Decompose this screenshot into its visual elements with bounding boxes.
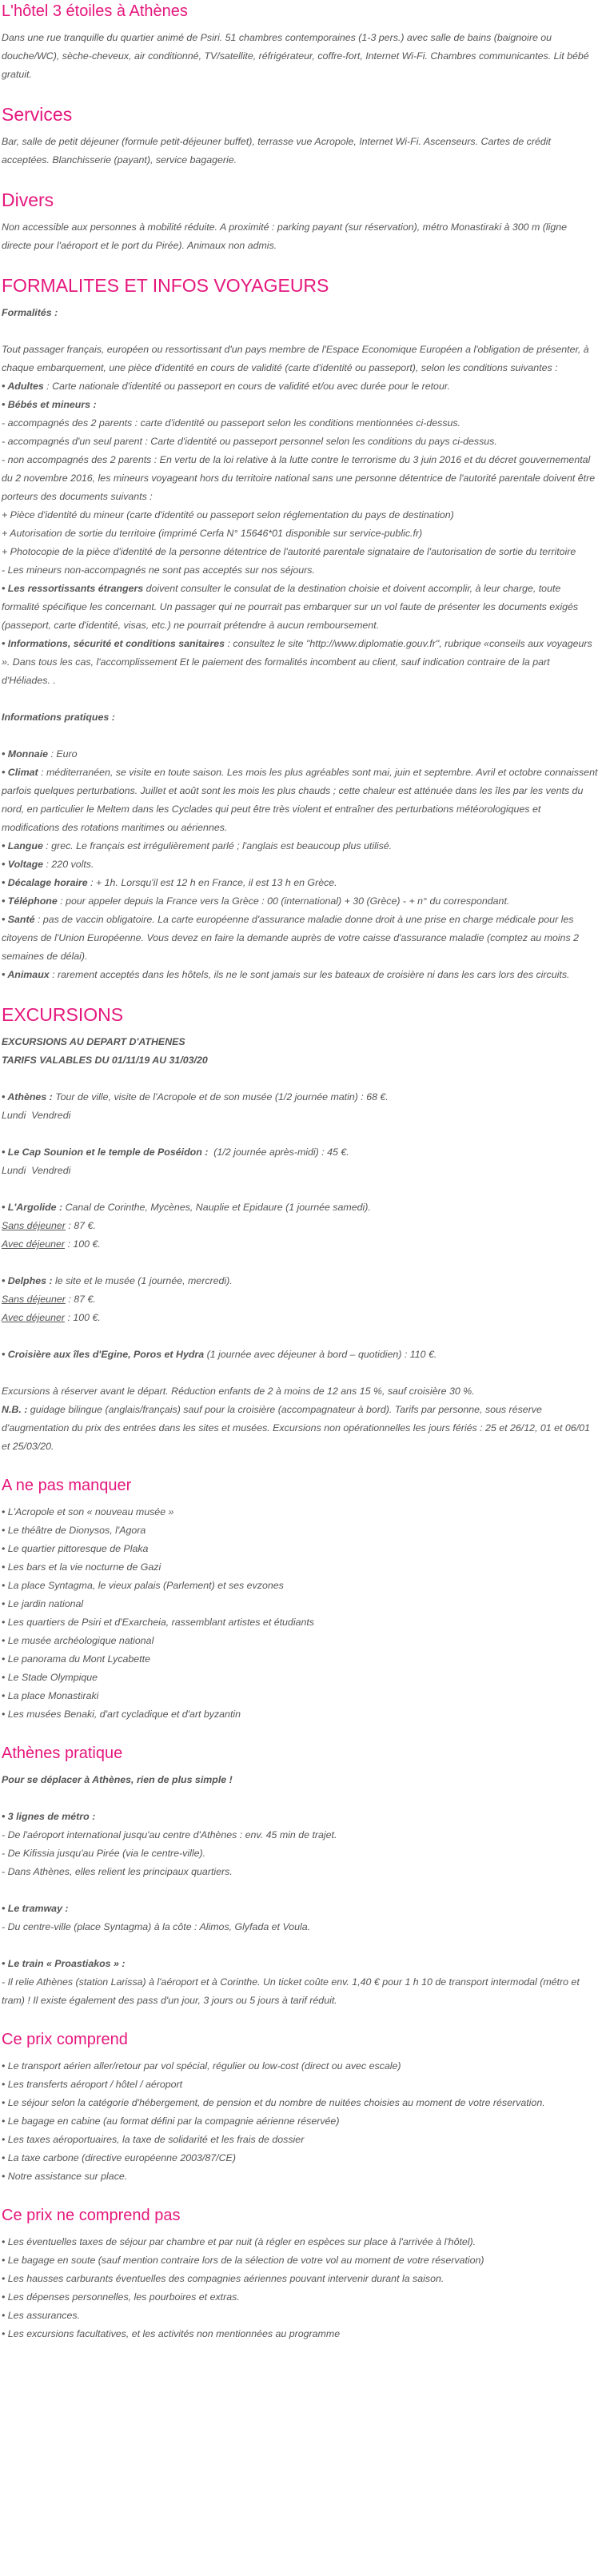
info-langue: • Langue : grec. Le français est irrégulièrement parlé ; l'anglais est beaucoup plus utilisé. xyxy=(2,840,393,851)
mineurs-line: + Autorisation de sortie du territoire (imprimé Cerfa N° 15646*01 disponible sur service-public.fr) xyxy=(2,528,423,539)
list-item: • Le quartier pittoresque de Plaka xyxy=(2,1543,149,1554)
list-item: • La place Syntagma, le vieux palais (Parlement) et ses evzones xyxy=(2,1580,284,1591)
list-item: • Les dépenses personnelles, les pourboires et extras. xyxy=(2,2291,240,2303)
list-item: • Les taxes aéroportuaires, la taxe de solidarité et les frais de dossier xyxy=(2,2134,305,2145)
mineurs-line: - accompagnés des 2 parents : carte d'identité ou passeport selon les conditions mentionnées ci-dessus. xyxy=(2,417,461,429)
list-item: • Les quartiers de Psiri et d'Exarcheia, rassemblant artistes et étudiants xyxy=(2,1617,315,1628)
list-item: • Les musées Benaki, d'art cycladique et d'art byzantin xyxy=(2,1709,241,1720)
formalites-ressortissants: • Les ressortissants étrangers doivent consulter le consulat de la destination choisie et doivent accomplir, à leur charge, toute formalité spécifique les concernant. Un passager qui ne pourrait pas embarquer sur un vol faute de présenter les documents exigés (passeport, carte d'identité, visas, etc.) ne pourrait prétendre à aucun remboursement. xyxy=(2,583,579,631)
formalites-label: Formalités : xyxy=(2,307,58,318)
list-item: • Les excursions facultatives, et les activités non mentionnées au programme xyxy=(2,2328,341,2339)
pratique-metro-label: • 3 lignes de métro : xyxy=(2,1811,96,1822)
list-item: • Le panorama du Mont Lycabette xyxy=(2,1653,150,1665)
formalites-adultes: • Adultes : Carte nationale d'identité ou passeport en cours de validité et/ou avec durée pour le retour. xyxy=(2,381,450,392)
list-item: • Les éventuelles taxes de séjour par chambre et par nuit (à régler en espèces sur place à l'arrivée à l'hôtel). xyxy=(2,2236,476,2247)
info-climat: • Climat : méditerranéen, se visite en toute saison. Les mois les plus agréables sont mai, juin et septembre. Avril et octobre connaissent parfois quelques perturbations. Juillet et août sont les mois les plus chauds ; cette chaleur est atténuée dans les îles par les vents du nord, en particulier le Meltem dans les Cyclades qui peut être très violent et entraîner des perturbations météorologiques et modifications des rotations maritimes ou aériennes. xyxy=(2,767,598,833)
excursions-subtitle-1: EXCURSIONS AU DEPART D'ATHENES xyxy=(2,1036,185,1047)
list-item: • Les transferts aéroport / hôtel / aéroport xyxy=(2,2079,183,2090)
pratique-tramway-label: • Le tramway : xyxy=(2,1903,69,1914)
info-sante: • Santé : pas de vaccin obligatoire. La carte européenne d'assurance maladie donne droit à une prise en charge médicale pour les citoyens de l'Union Européenne. Vous devez en faire la demande auprès de votre caisse d'assurance maladie (comptez au moins 2 semaines de délai). xyxy=(2,914,579,962)
informations-label: Informations pratiques : xyxy=(2,712,115,723)
list-item: • Le séjour selon la catégorie d'hébergement, de pension et du nombre de nuitées choisies au moment de votre réservation. xyxy=(2,2097,545,2108)
ne-comprend-list xyxy=(2,2233,598,2343)
list-item: • Notre assistance sur place. xyxy=(2,2171,128,2182)
formalites-intro: Tout passager français, européen ou ressortissant d'un pays membre de l'Espace Economique Européen a l'obligation de présenter, à chaque embarquement, une pièce d'identité en cours de validité (carte d'identité ou passeport), selon les conditions suivantes : xyxy=(2,344,589,373)
metro-line: - Dans Athènes, elles relient les principaux quartiers. xyxy=(2,1866,233,1877)
train-line: - Il relie Athènes (station Larissa) à l'aéroport et à Corinthe. Un ticket coûte env. 1,40 € pour 1 h 10 de transport intermodal (métro et tram) ! Il existe également des pass d'un jour, 3 jours ou 5 jours à tarif réduit. xyxy=(2,1976,580,2006)
formalites-bebes-label: • Bébés et mineurs : xyxy=(2,399,97,410)
metro-line: - De l'aéroport international jusqu'au centre d'Athènes : env. 45 min de trajet. xyxy=(2,1829,337,1840)
formalites-infos: • Informations, sécurité et conditions sanitaires : consultez le site "http://www.diplomatie.gouv.fr", rubrique «conseils aux voyageurs ». Dans tous les cas, l'accomplissement Et le paiement des formalités incombent au client, sauf indication contraire de la part d'Héliades. . xyxy=(2,638,592,686)
excursion-delphes-sans: Sans déjeuner : 87 €. xyxy=(2,1294,96,1305)
excursion-argolide: • L'Argolide : Canal de Corinthe, Mycènes, Nauplie et Epidaure (1 journée samedi). xyxy=(2,1202,371,1213)
divers-text: Non accessible aux personnes à mobilité réduite. A proximité : parking payant (sur réservation), métro Monastiraki à 300 m (ligne directe pour l'aéroport et le port du Pirée). Animaux non admis. xyxy=(2,221,568,251)
info-voltage: • Voltage : 220 volts. xyxy=(2,859,94,870)
list-item: • Le Stade Olympique xyxy=(2,1672,98,1683)
list-item: • Les hausses carburants éventuelles des compagnies aériennes pouvant intervenir durant la saison. xyxy=(2,2273,445,2284)
pratique-train-label: • Le train « Proastiakos » : xyxy=(2,1958,126,1969)
hotel-title: L'hôtel 3 étoiles à Athènes xyxy=(2,2,188,20)
pratique-intro: Pour se déplacer à Athènes, rien de plus simple ! xyxy=(2,1774,233,1785)
list-item: • L'Acropole et son « nouveau musée » xyxy=(2,1506,174,1517)
mineurs-line: + Photocopie de la pièce d'identité de la personne détentrice de l'autorité parentale signataire de l'autorisation de sortie du territoire xyxy=(2,546,576,557)
list-item: • La taxe carbone (directive européenne 2003/87/CE) xyxy=(2,2152,236,2163)
services-text: Bar, salle de petit déjeuner (formule petit-déjeuner buffet), terrasse vue Acropole, Internet Wi-Fi. Ascenseurs. Cartes de crédit acceptées. Blanchisserie (payant), service bagagerie. xyxy=(2,136,551,165)
list-item: • Le jardin national xyxy=(2,1598,84,1609)
excursion-delphes: • Delphes : le site et le musée (1 journée, mercredi). xyxy=(2,1275,233,1286)
formalites-title: FORMALITES ET INFOS VOYAGEURS xyxy=(2,275,329,296)
list-item: • Les assurances. xyxy=(2,2310,81,2321)
list-item: • Le théâtre de Dionysos, l'Agora xyxy=(2,1525,146,1536)
list-item: • Le bagage en cabine (au format défini par la compagnie aérienne réservée) xyxy=(2,2115,340,2127)
list-item: • Le musée archéologique national xyxy=(2,1635,154,1646)
excursion-sounion-days: Lundi Vendredi xyxy=(2,1165,71,1176)
services-title: Services xyxy=(2,104,73,125)
list-item: • La place Monastiraki xyxy=(2,1690,99,1701)
pratique-title: Athènes pratique xyxy=(2,1745,123,1762)
formalites-mineurs-list xyxy=(2,414,598,580)
excursions-title: EXCURSIONS xyxy=(2,1004,124,1025)
divers-title: Divers xyxy=(2,189,54,210)
mineurs-line: - non accompagnés des 2 parents : En vertu de la loi relative à la lutte contre le terrorisme du 3 juin 2016 et du décret gouvernemental du 2 novembre 2016, les mineurs voyageant hors du territoire national sans une personne détentrice de l'autorité parentale doivent être porteurs des documents suivants : xyxy=(2,454,596,502)
excursion-delphes-avec: Avec déjeuner : 100 €. xyxy=(2,1312,101,1323)
mineurs-line: - Les mineurs non-accompagnés ne sont pas acceptés sur nos séjours. xyxy=(2,564,315,576)
excursion-athenes-days: Lundi Vendredi xyxy=(2,1110,71,1121)
metro-line: - De Kifissia jusqu'au Pirée (via le centre-ville). xyxy=(2,1848,206,1859)
manquer-list xyxy=(2,1503,598,1724)
tramway-line: - Du centre-ville (place Syntagma) à la côte : Alimos, Glyfada et Voula. xyxy=(2,1921,311,1932)
ne-comprend-title: Ce prix ne comprend pas xyxy=(2,2207,181,2224)
info-telephone: • Téléphone : pour appeler depuis la France vers la Grèce : 00 (international) + 30 (Grèce) - + n° du correspondant. xyxy=(2,895,510,907)
info-decalage: • Décalage horaire : + 1h. Lorsqu'il est 12 h en France, il est 13 h en Grèce. xyxy=(2,877,337,888)
info-monnaie: • Monnaie : Euro xyxy=(2,748,78,760)
excursion-argolide-avec: Avec déjeuner : 100 €. xyxy=(2,1238,101,1250)
excursion-croisiere: • Croisière aux îles d'Egine, Poros et Hydra (1 journée avec déjeuner à bord – quotidien) : 110 €. xyxy=(2,1349,437,1360)
informations-list xyxy=(2,745,598,984)
excursions-reserver: Excursions à réserver avant le départ. Réduction enfants de 2 à moins de 12 ans 15 %, sauf croisière 30 %. xyxy=(2,1386,475,1397)
excursion-sounion: • Le Cap Sounion et le temple de Poséidon : (1/2 journée après-midi) : 45 €. xyxy=(2,1146,349,1158)
manquer-title: A ne pas manquer xyxy=(2,1477,132,1494)
excursions-subtitle-2: TARIFS VALABLES DU 01/11/19 AU 31/03/20 xyxy=(2,1055,208,1066)
excursion-argolide-sans: Sans déjeuner : 87 €. xyxy=(2,1220,96,1231)
excursions-nb: N.B. : guidage bilingue (anglais/français) sauf pour la croisière (accompagnateur à bord). Tarifs par personne, sous réserve d'augmentation du prix des entrées dans les sites et musées. Excursions non opérationnelles les jours fériés : 25 et 26/12, 01 et 06/01 et 25/03/20. xyxy=(2,1404,590,1452)
list-item: • Les bars et la vie nocturne de Gazi xyxy=(2,1561,161,1573)
comprend-title: Ce prix comprend xyxy=(2,2031,128,2048)
excursion-athenes: • Athènes : Tour de ville, visite de l'Acropole et de son musée (1/2 journée matin) : 68 €. xyxy=(2,1091,389,1103)
mineurs-line: - accompagnés d'un seul parent : Carte d'identité ou passeport personnel selon les conditions du pays ci-dessus. xyxy=(2,436,497,447)
hotel-description: Dans une rue tranquille du quartier animé de Psiri. 51 chambres contemporaines (1-3 pers.) avec salle de bains (baignoire ou douche/WC), sèche-cheveux, air conditionné, TV/satellite, réfrigérateur, coffre-fort, Internet Wi-Fi. Chambres communicantes. Lit bébé gratuit. xyxy=(2,32,589,80)
list-item: • Le bagage en soute (sauf mention contraire lors de la sélection de votre vol au moment de votre réservation) xyxy=(2,2255,484,2266)
comprend-list xyxy=(2,2057,598,2186)
list-item: • Le transport aérien aller/retour par vol spécial, régulier ou low-cost (direct ou avec escale) xyxy=(2,2060,401,2072)
mineurs-line: + Pièce d'identité du mineur (carte d'identité ou passeport selon réglementation du pays de destination) xyxy=(2,509,454,520)
info-animaux: • Animaux : rarement acceptés dans les hôtels, ils ne le sont jamais sur les bateaux de croisière ni dans les cars lors des circuits. xyxy=(2,969,570,980)
